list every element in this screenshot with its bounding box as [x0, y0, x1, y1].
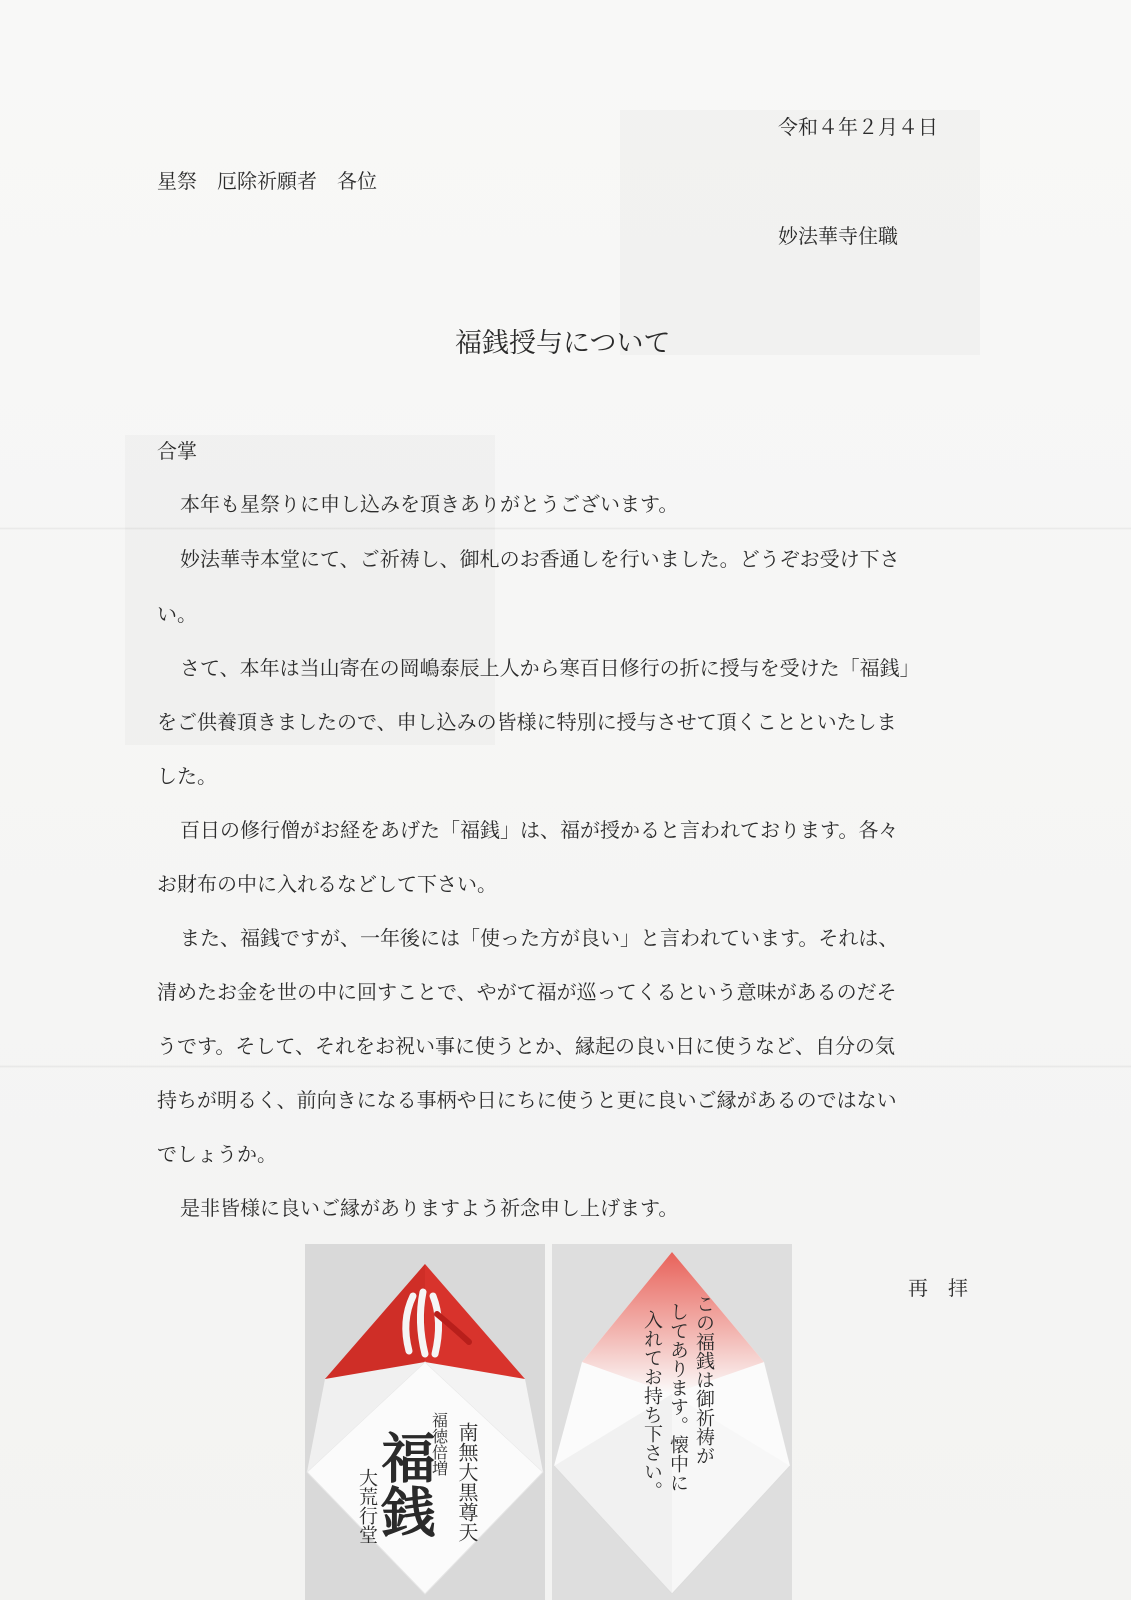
body-line: でしょうか。: [157, 1142, 277, 1166]
body-line: 是非皆様に良いご縁がありますよう祈念申し上げます。: [180, 1196, 679, 1220]
body-line: 本年も星祭りに申し込みを頂きありがとうございます。: [180, 492, 679, 516]
body-line: 妙法華寺本堂にて、ご祈祷し、御札のお香通しを行いました。どうぞお受け下さ: [180, 547, 900, 571]
body-line: 持ちが明るく、前向きになる事柄や日にちに使うと更に良いご縁があるのではない: [157, 1088, 897, 1112]
packet-front-line-mid: 福徳倍増: [429, 1412, 449, 1476]
letter-date: 令和４年２月４日: [778, 115, 938, 139]
bleed-through-block: [125, 435, 495, 745]
letter-sender: 妙法華寺住職: [778, 224, 898, 248]
fold-line: [0, 1065, 1131, 1068]
body-line: をご供養頂きましたので、申し込みの皆様に特別に授与させて頂くことといたしま: [157, 710, 897, 734]
packet-front-main: 福銭: [373, 1430, 437, 1538]
packet-back-line-1: この福銭は御祈祷が: [693, 1294, 715, 1465]
body-line: さて、本年は当山寄在の岡嶋泰辰上人から寒百日修行の折に授与を受けた「福銭」: [180, 656, 920, 680]
body-line: い。: [157, 602, 197, 626]
letter-greeting: 合掌: [157, 439, 197, 463]
packet-front-line-left: 大荒行堂: [356, 1468, 378, 1544]
packet-back-line-3: 入れてお持ち下さい。: [641, 1310, 663, 1500]
letter-closing: 再 拝: [908, 1276, 968, 1300]
body-line: 清めたお金を世の中に回すことで、やがて福が巡ってくるという意味があるのだそ: [157, 980, 897, 1004]
body-line: した。: [157, 764, 217, 788]
fold-line: [0, 527, 1131, 530]
fukusen-packet-back-photo: [552, 1244, 792, 1600]
body-line: また、福銭ですが、一年後には「使った方が良い」と言われています。それは、: [180, 926, 899, 950]
body-line: 百日の修行僧がお経をあげた「福銭」は、福が授かると言われております。各々: [180, 818, 899, 842]
letter-recipients: 星祭 厄除祈願者 各位: [157, 169, 377, 193]
packet-front-line-right: 南無大黒尊天: [455, 1422, 479, 1542]
body-line: お財布の中に入れるなどして下さい。: [157, 872, 497, 896]
letter-title: 福銭授与について: [455, 328, 671, 359]
body-line: うです。そして、それをお祝い事に使うとか、縁起の良い日に使うなど、自分の気: [157, 1034, 895, 1058]
packet-back-line-2: してあります。懐中に: [667, 1302, 689, 1492]
fukusen-packet-front-photo: [305, 1244, 545, 1600]
